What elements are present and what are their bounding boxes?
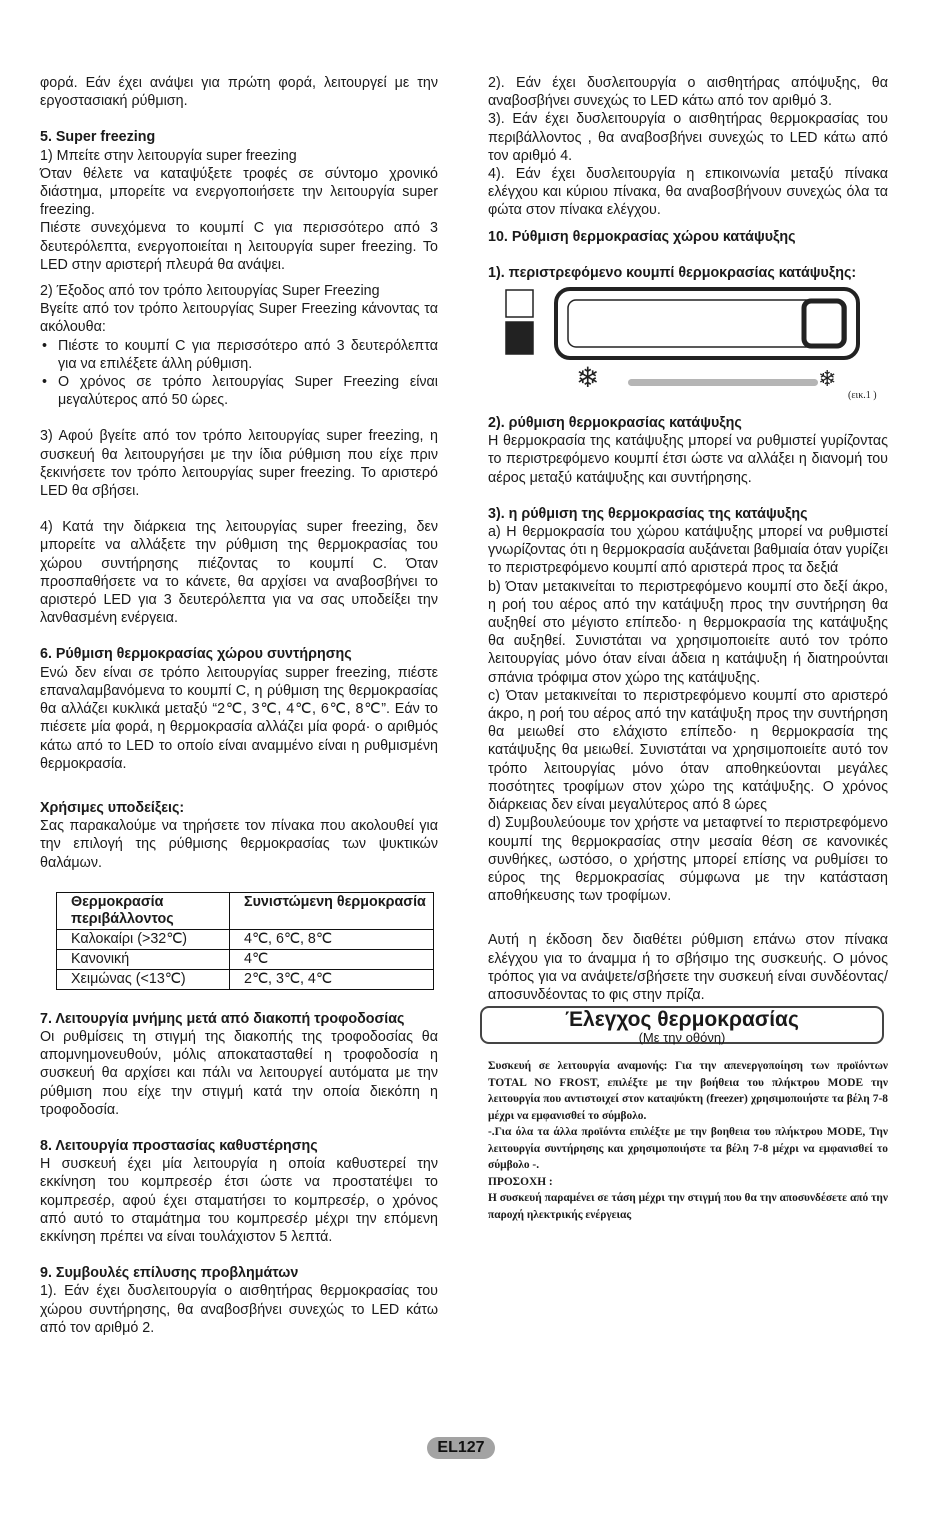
table-cell-env: Κανονική — [57, 949, 230, 969]
table-header-rec: Συνιστώμενη θερμοκρασία — [230, 892, 434, 929]
right-paragraph-1: 2). Εάν έχει δυσλειτουργία ο αισθητήρας απόψυξης, θα αναβοσβήνει συνεχώς το LED κάτω από τον αριθμό 3. — [488, 75, 888, 110]
banner-title: Έλεγχος θερμοκρασίας — [565, 1008, 799, 1032]
table-cell-env: Χειμώνας (<13℃) — [57, 969, 230, 989]
right-paragraph-4: Αυτή η έκδοση δεν διαθέτει ρύθμιση επάνω στον πίνακα ελέγχου για το άναμμα ή το σβήσιμο της συσκευής. Ο μόνος τρόπος για να ανάψετε/σβήσετε την συσκευή είναι συνδέοντας/αποσυνδέοντας το φις στην πρίζα. — [488, 932, 888, 1003]
banner-subtitle: (Με την οθόνη) — [638, 1030, 726, 1046]
right-paragraph-2: 3). Εάν έχει δυσλειτουργία ο αισθητήρας θερμοκρασίας του περιβάλλοντος , θα αναβοσβήνει συνεχώς το LED κάτω από τον αριθμό 4. — [488, 111, 888, 164]
table-row — [57, 949, 434, 969]
section-5-bullet-2: • Ο χρόνος σε τρόπο λειτουργίας Super Freezing είναι μεγαλύτερος από 50 ώρες. — [40, 373, 438, 409]
freezer-knob-figure — [488, 286, 888, 414]
table-cell-rec: 4℃, 6℃, 8℃ — [230, 929, 434, 949]
section-10-sub-2: 2). ρύθμιση θερμοκρασίας κατάψυξης — [488, 415, 742, 432]
snowflake-icon: ❄ — [576, 362, 600, 394]
left-column — [40, 74, 438, 1337]
table-cell-rec: 4℃ — [230, 949, 434, 969]
section-7-paragraph-1: Οι ρυθμίσεις τη στιγμή της διακοπής της τροφοδοσίας θα απομνημονευθούν, μόλις αποκατασταθεί η τροφοδοσία η συσκευή θα αρχίσει και πάλι να λειτουργεί αυτόματα με την ρύθμιση που είχε την στιγμή κατά την οποία διεκόπη η τροφοδοσία. — [40, 1028, 438, 1118]
section-6-title: 6. Ρύθμιση θερμοκρασίας χώρου συντήρησης — [40, 646, 352, 663]
section-8-title: 8. Λειτουργία προστασίας καθυστέρησης — [40, 1137, 318, 1154]
section-10-sub-1: 1). περιστρεφόμενο κουμπί θερμοκρασίας κατάψυξης: — [488, 264, 857, 281]
table-cell-env: Καλοκαίρι (>32℃) — [57, 929, 230, 949]
section-7-title: 7. Λειτουργία μνήμης μετά από διακοπή τροφοδοσίας — [40, 1010, 405, 1027]
section-10-item-a: a) Η θερμοκρασία του χώρου κατάψυξης μπορεί να ρυθμιστεί γνωρίζοντας ότι η θερμοκρασία αυξάνεται βαθμιαία όταν γυρίζει το περιστρεφόμενο κουμπί από αριστερά προς τα δεξιά — [488, 524, 888, 577]
snowflake-icon: ❄ — [818, 366, 837, 392]
section-5-sub-1: 1) Μπείτε στην λειτουργία super freezing — [40, 147, 297, 164]
section-10-item-c: c) Όταν μετακινείται το περιστρεφόμενο κουμπί στο αριστερό άκρο, η ροή του αέρος από την κατάψυξη προς την συντήρηση θα μειωθεί στο ελάχιστο επίπεδο· η θερμοκρασία της κατάψυξης θα μειωθεί. Συνιστάται να χρησιμοποιείτε αυτό τον τρόπο λειτουργίας μόνο όταν αποθηκεύονται μεγάλες ποσότητες τροφίμων στον χώρο της κατάψυξης. Ο χρόνος διάρκειας δεν είναι μεγαλύτερος από 8 ώρες — [488, 687, 888, 814]
page-number: EL127 — [427, 1437, 495, 1459]
section-10-item-d: d) Συμβουλεύουμε τον χρήστε να μεταφτνεί το περιστρεφόμενο κουμπί της θερμοκρασίας στην μεσαία θέση σε κανονικές συνθήκες, ωστόσο, ο χρήστης μπορεί επίσης να ρυθμίσει το εύρος της θερμοκρασίας σύμφωνα με την κατάσταση αποθήκευσης των τροφίμων. — [488, 815, 888, 905]
temperature-table — [56, 892, 434, 990]
figure-label: (εικ.1 ) — [848, 390, 877, 402]
section-5-paragraph-5: 4) Κατά την διάρκεια της λειτουργίας super freezing, δεν μπορείτε να αλλάξετε την ρύθμιση της θερμοκρασίας του χώρου συντήρησης πιέζοντας το κουμπί C. Όταν προσπαθήσετε να το κάνετε, θα αρχίσει να αναβοσβήνει το αριστερό LED για 3 δευτερόλεπτα για να σας υποδείξει την λανθασμένη ενέργεια. — [40, 519, 438, 627]
legend-box-filled — [506, 322, 533, 354]
section-10-title: 10. Ρύθμιση θερμοκρασίας χώρου κατάψυξης — [488, 228, 796, 245]
section-10-sub-3: 3). η ρύθμιση της θερμοκρασίας της κατάψυξης — [488, 505, 808, 522]
note-other-products: -.Για όλα τα άλλα προϊόντα επιλέξτε με την βοηθεια του πλήκτρου MODE, Την λειτουργία συντήρησης και χρησιμοποιήστε τα βέλη 7-8 μέχρι να εμφανισθεί το σύμβολο -. — [488, 1126, 888, 1172]
note-caution-title: ΠΡΟΣΟΧΗ : — [488, 1175, 553, 1188]
tips-paragraph: Σας παρακαλούμε να τηρήσετε τον πίνακα που ακολουθεί για την επιλογή της ρύθμισης θερμοκρασίας των ψυκτικών θαλάμων. — [40, 818, 438, 871]
section-9-title: 9. Συμβουλές επίλυσης προβλημάτων — [40, 1265, 299, 1282]
right-paragraph-3: 4). Εάν έχει δυσλειτουργία η επικοινωνία μεταξύ πίνακα ελέγχου και κύριου πίνακα, θα αναβοσβήνουν συνεχώς όλα τα φώτα στον πίνακα ελέγχου. — [488, 166, 888, 219]
table-row — [57, 929, 434, 949]
temperature-control-banner — [480, 1006, 884, 1044]
knob-scale-bar — [628, 379, 818, 386]
section-6-paragraph-1: Ενώ δεν είναι σε τρόπο λειτουργίας supper freezing, πιέστε επαναλαμβανόμενα το κουμπί C, η ρύθμιση της θερμοκρασίας θα αλλάζει κυκλικά μεταξύ “2℃, 3℃, 4℃, 6℃, 8℃”. Εάν το πιέσετε μία φορά, η θερμοκρασία αλλάζει μία φορά· ο αριθμός κάτω από το LED το οποίο είναι αναμμένο είναι η ρυθμισμένη θερμοκρασία. — [40, 664, 438, 772]
section-10-item-b: b) Όταν μετακινείται το περιστρεφόμενο κουμπί στο δεξί άκρο, η ροή του αέρος από την κατάψυξη προς την συντήρηση θα αυξηθεί στο μέγιστο επίπεδο· η θερμοκρασία της κατάψυξης θα αυξηθεί. Συνιστάται να χρησιμοποιείτε αυτό τον τρόπο λειτουργίας μόνο όταν είναι άδεια η κατάψυξη ή διατηρούνται σπάνια τρόφιμα στον χώρο της κατάψυξης. — [488, 578, 888, 686]
legend-box-empty — [506, 290, 533, 317]
section-5-paragraph-1: Όταν θέλετε να καταψύξετε τροφές σε σύντομο χρονικό διάστημα, μπορείτε να ενεργοποιήσετε την λειτουργία super freezing. — [40, 165, 438, 219]
section-5-paragraph-2: Πιέστε συνεχόμενα το κουμπί C για περισσότερο από 3 δευτερόλεπτα, ενεργοποιείται η λειτουργία super freezing. Το LED στην αριστερή πλευρά θα ανάψει. — [40, 220, 438, 273]
section-5-bullet-1: • Πιέστε το κουμπί C για περισσότερο από 3 δευτερόλεπτα για να επιλέξετε άλλη ρύθμιση. — [40, 337, 438, 373]
note-standby: Συσκευή σε λειτουργία αναμονής: Για την απενεργοποίηση των προϊόντων TOTAL NO FROST, επιλέξτε με την βοήθεια του πλήκτρου MODE την λειτουργία που αντιστοιχεί στον καταψύκτη (freezer) χρησιμοποιήστε τα βέλη 7-8 μέχρι να εμφανισθεί το σύμβολο. — [488, 1060, 888, 1122]
intro-paragraph: φορά. Εάν έχει ανάψει για πρώτη φορά, λειτουργεί με την εργοστασιακή ρύθμιση. — [40, 75, 438, 110]
section-9-paragraph-1: 1). Εάν έχει δυσλειτουργία ο αισθητήρας θερμοκρασίας του χώρου συντήρησης, θα αναβοσβήνει συνεχώς το LED κάτω από τον αριθμό 2. — [40, 1283, 438, 1336]
knob-slider — [804, 301, 844, 346]
table-cell-rec: 2℃, 3℃, 4℃ — [230, 969, 434, 989]
section-5-paragraph-4: 3) Αφού βγείτε από τον τρόπο λειτουργίας super freezing, η συσκευή θα λειτουργήσει με την ίδια ρύθμιση που είχε πριν ξεκινήσετε τον τρόπο λειτουργίας super freezing. Το αριστερό LED θα σβήσει. — [40, 428, 438, 500]
section-5-paragraph-3: Βγείτε από τον τρόπο λειτουργίας Super Freezing κάνοντας τα ακόλουθα: — [40, 301, 438, 336]
tips-title: Χρήσιμες υποδείξεις: — [40, 799, 185, 816]
right-column — [488, 74, 888, 1223]
section-5-sub-2: 2) Έξοδος από τον τρόπο λειτουργίας Super Freezing — [40, 283, 380, 300]
table-header-env: Θερμοκρασία περιβάλλοντος — [57, 892, 230, 929]
note-caution-text: Η συσκευή παραμένει σε τάση μέχρι την στιγμή που θα την αποσυνδέσετε από την παροχή ηλεκτρικής ενέργειας — [488, 1192, 888, 1221]
section-8-paragraph-1: Η συσκευή έχει μία λειτουργία η οποία καθυστερεί την εκκίνηση του κομπρεσέρ έτσι ώστε να προστατέψει το κομπρεσέρ, αφού έχει σταματήσει το κομπρεσέρ, ο χρόνος από αυτό το σταμάτημα του κομπρεσέρ μέχρι την επόμενη εκκίνηση πρέπει να είναι τουλάχιστον 5 λεπτά. — [40, 1156, 438, 1245]
table-row — [57, 969, 434, 989]
section-5-title: 5. Super freezing — [40, 129, 156, 146]
section-10-paragraph-2: Η θερμοκρασία της κατάψυξης μπορεί να ρυθμιστεί γυρίζοντας το περιστρεφόμενο κουμπί έτσι ώστε να αλλάξει η διανομή του αέρος μεταξύ κατάψυξης και συντήρησης. — [488, 433, 888, 486]
table-header-row — [57, 892, 434, 929]
